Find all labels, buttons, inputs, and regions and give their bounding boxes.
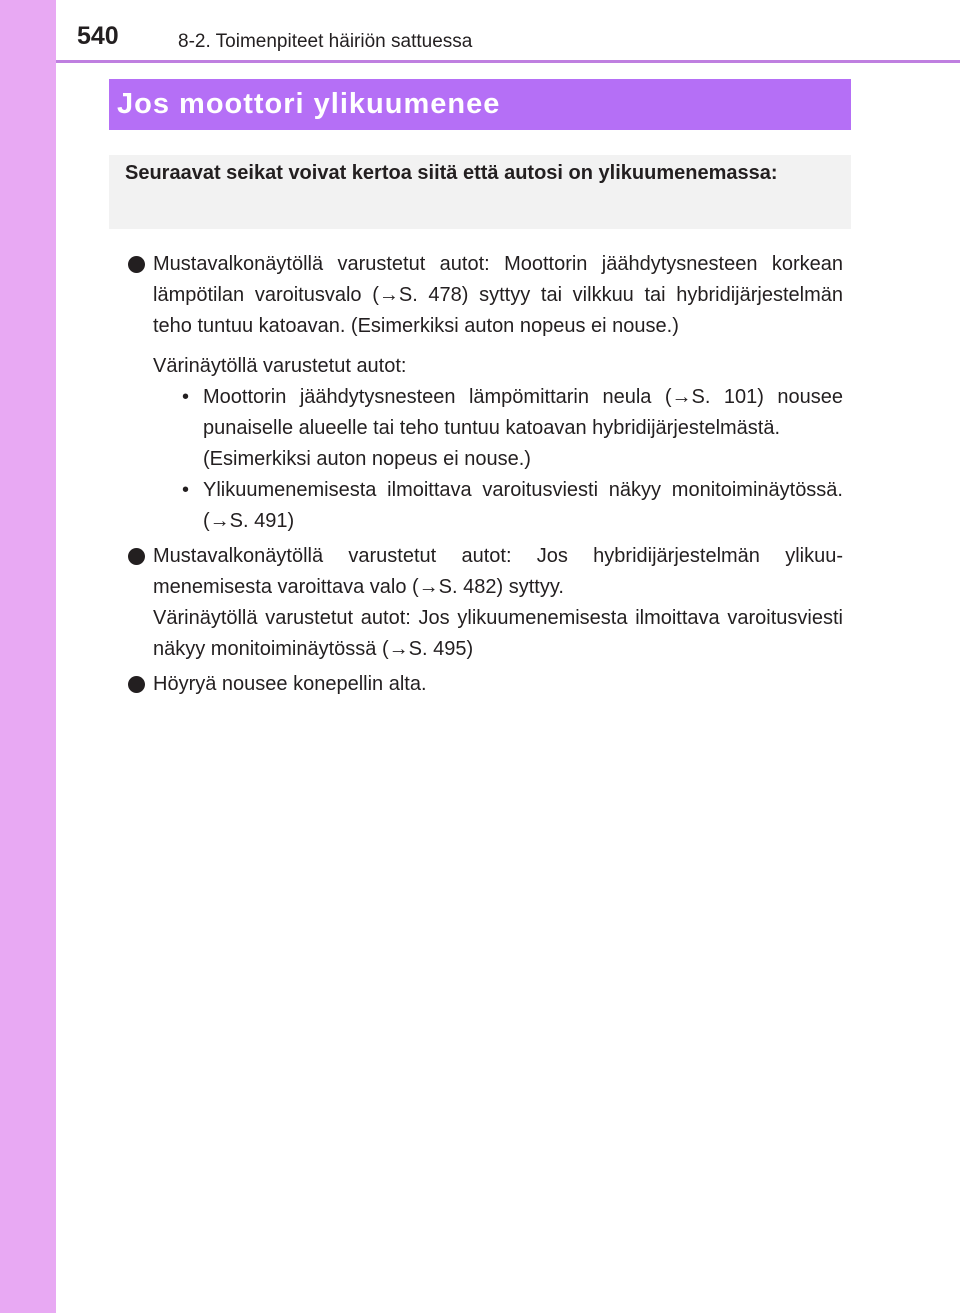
- section-header: 8-2. Toimenpiteet häiriön sattuessa: [178, 31, 473, 52]
- sub-bullet-icon: •: [182, 386, 190, 408]
- list-item: [128, 249, 843, 537]
- header-divider: [56, 60, 960, 63]
- list-item: [128, 669, 843, 700]
- sub-item-text: Ylikuumenemisesta ilmoittava varoitusviesti näkyy monitoiminäytössä. (→S. 491): [203, 479, 843, 532]
- side-color-strip: [0, 0, 56, 1313]
- intro-text: Seuraavat seikat voivat kertoa siitä että autosi on ylikuumenemassa:: [125, 162, 778, 184]
- intro-box: [109, 155, 851, 229]
- page-number: 540: [77, 22, 119, 50]
- item-paragraph: Värinäytöllä varustetut autot:: [153, 355, 407, 377]
- sub-item-text: (Esimerkiksi auton nopeus ei nouse.): [203, 448, 531, 470]
- bullet-icon: [128, 256, 145, 273]
- item-paragraph: Mustavalkonäytöllä varustetut autot: Moottorin jäähdytysnesteen korkean lämpötilan varoitusvalo (→S. 478) syttyy tai vilkkuu tai hybridijärjestelmän teho tuntuu katoavan. (Esimerkiksi auton nopeus ei nouse.): [153, 253, 843, 337]
- item-paragraph: Mustavalkonäytöllä varustetut autot: Jos hybridijärjestelmän ylikuumenemisesta varoittava valo (→S. 482) syttyy.: [153, 545, 843, 598]
- sub-list-item: [153, 382, 843, 475]
- sub-bullet-icon: •: [182, 479, 190, 501]
- bullet-icon: [128, 676, 145, 693]
- item-paragraph: Värinäytöllä varustetut autot: Jos ylikuumenemisesta ilmoittava varoitusviesti näkyy monitoiminäytössä (→S. 495): [153, 607, 843, 660]
- list-item: [128, 541, 843, 665]
- bullet-icon: [128, 548, 145, 565]
- sub-list-item: [153, 475, 843, 537]
- sub-item-text: Moottorin jäähdytysnesteen lämpömittarin neula (→S. 101) nousee punaiselle alueelle tai teho tuntuu katoavan hybridijärjestelmästä.: [203, 386, 843, 439]
- page-title: Jos moottori ylikuumenee: [117, 88, 501, 120]
- symptom-list: [128, 249, 843, 700]
- title-banner: [109, 79, 851, 130]
- item-paragraph: Höyryä nousee konepellin alta.: [153, 673, 427, 695]
